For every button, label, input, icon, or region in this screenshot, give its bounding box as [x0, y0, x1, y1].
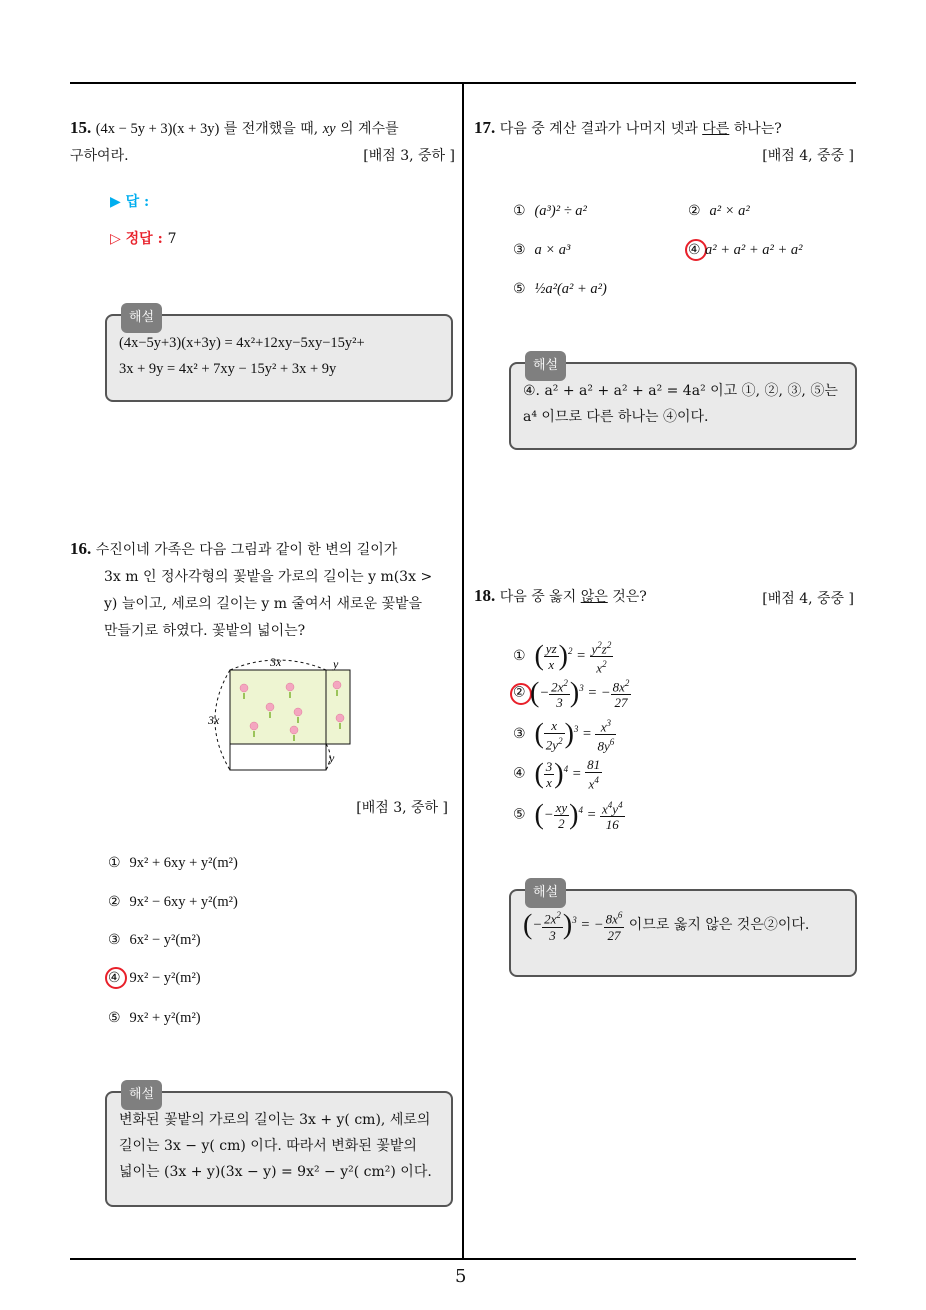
choice-formula: ( $\frac{3}{x}$ )$^4$ = $\frac{81}{x^4}$ [534, 757, 601, 792]
choice-mark: ③ [513, 726, 526, 743]
q17-stem [474, 114, 782, 143]
q16-block [70, 535, 455, 645]
q18-stem-b: 것은? [607, 589, 647, 605]
choice-mark: ④ [108, 970, 121, 986]
q16-line1-text: 수진이네 가족은 다음 그림과 같이 한 변의 길이가 [95, 542, 398, 558]
q16-line4: 만들기로 하였다. 꽃밭의 넓이는? [104, 623, 306, 639]
q15-stem-b: 의 계수를 [335, 121, 399, 137]
page-number: 5 [455, 1266, 467, 1287]
q16-choice-2[interactable] [108, 894, 238, 911]
q18-solution-label: 해설 [525, 878, 566, 908]
q17-solution-line2: a⁴ 이므로 다른 하나는 ④이다. [523, 409, 709, 425]
choice-text: ½a²(a² + a²) [534, 281, 607, 297]
q16-line2: 3x m 인 정사각형의 꽃밭을 가로의 길이는 y m(3x > [104, 569, 433, 585]
q18-choice-5[interactable] [513, 798, 625, 832]
q18-choice-3[interactable] [513, 716, 616, 754]
choice-text: a × a³ [534, 242, 571, 258]
q15-stem [70, 114, 455, 143]
choice-mark: ① [513, 203, 526, 219]
choice-text: 9x² − y²(m²) [129, 970, 201, 986]
q17-score-tag: [배점 4, 중중 ] [762, 148, 854, 164]
q17-solution-label: 해설 [525, 351, 566, 381]
q17-solution-box [509, 358, 857, 450]
q18-solution-text: 이므로 옳지 않은 것은②이다. [624, 916, 810, 933]
q17-choice-4[interactable] [688, 242, 803, 259]
choice-mark: ① [108, 855, 121, 871]
q16-solution-line2: 길이는 3x − y( cm) 이다. 따라서 변화된 꽃밭의 [119, 1138, 417, 1154]
choice-text: 9x² − 6xy + y²(m²) [129, 894, 238, 910]
q16-score-tag: [배점 3, 중하 ] [356, 800, 448, 816]
q16-number: 16. [70, 539, 92, 558]
q15-stem-a: 를 전개했을 때, [219, 121, 323, 137]
choice-text: a² × a² [709, 203, 750, 219]
q17-choice-3[interactable] [513, 242, 570, 259]
q15-stem-line2 [70, 143, 455, 170]
q16-choice-1[interactable] [108, 855, 238, 872]
choice-text: 9x² + y²(m²) [129, 1010, 201, 1026]
q18-solution-formula: (− $\frac{2x^2}{3}$ )$^3$ = − $\frac{8x^6}{27}$ [523, 909, 623, 943]
bottom-rule [70, 1258, 856, 1260]
q15-block [70, 114, 455, 170]
choice-mark: ⑤ [513, 281, 526, 297]
q18-number: 18. [474, 586, 496, 605]
choice-mark: ② [688, 203, 701, 219]
q16-choice-5[interactable] [108, 1010, 201, 1027]
choice-formula: ( $\frac{x}{2y^2}$ )$^3$ = $\frac{x^3}{8y^6}$ [534, 717, 615, 754]
q16-solution-label: 해설 [121, 1080, 162, 1110]
q16-line3: y) 늘이고, 세로의 길이는 y m 줄여서 새로운 꽃밭을 [104, 596, 423, 612]
q15-correct-value: 7 [167, 231, 177, 247]
q15-line2-text: 구하여라. [70, 148, 129, 164]
q18-solution-box [509, 885, 857, 977]
q16-solution-box [105, 1087, 453, 1207]
q15-xy: xy [322, 121, 336, 137]
choice-mark: ④ [688, 242, 701, 258]
q15-correct-line [110, 228, 177, 248]
q16-garden-figure [200, 652, 360, 782]
q15-solution-line2: 3x + 9y = 4x² + 7xy − 15y² + 3x + 9y [119, 361, 337, 377]
q16-choice-4[interactable] [108, 970, 201, 987]
choice-formula: ( $\frac{yz}{x}$ )$^2$ = $\frac{y^2z^2}{x^2}$ [534, 640, 612, 676]
choice-text: a² + a² + a² + a² [705, 242, 803, 258]
choice-mark: ③ [108, 932, 121, 948]
q18-choice-1[interactable] [513, 638, 613, 676]
q17-solution-line1: ④. a² + a² + a² + a² = 4a² 이고 ①, ②, ③, ⑤는 [523, 383, 838, 399]
choice-mark: ② [108, 894, 121, 910]
q17-choice-2[interactable] [688, 203, 750, 220]
q17-choice-1[interactable] [513, 203, 587, 220]
choice-mark: ⑤ [108, 1010, 121, 1026]
choice-formula: (− $\frac{xy}{2}$ )$^4$ = $\frac{x^4y^4}{16}$ [534, 799, 623, 833]
q15-solution-box [105, 310, 453, 402]
q15-solution-line1: (4x−5y+3)(x+3y) = 4x²+12xy−5xy−15y²+ [119, 335, 365, 351]
q15-score-tag: [배점 3, 중하 ] [363, 148, 455, 164]
q17-stem-b: 하나는? [729, 121, 782, 137]
center-divider [462, 82, 464, 1260]
q18-score-tag: [배점 4, 중중 ] [762, 591, 854, 607]
q18-solution-line [523, 907, 843, 943]
choice-mark: ⑤ [513, 806, 526, 823]
choice-text: 6x² − y²(m²) [129, 932, 201, 948]
q18-stem-underlined: 않은 [580, 589, 608, 605]
q17-stem-a: 다음 중 계산 결과가 나머지 넷과 [499, 121, 703, 137]
q18-choice-2[interactable] [513, 676, 631, 710]
choice-formula: (− $\frac{2x^2}{3}$ )$^3$ = − $\frac{8x^2}{27}$ [530, 677, 630, 711]
q15-expression: (4x − 5y + 3)(x + 3y) [95, 121, 220, 137]
q17-number: 17. [474, 118, 496, 137]
q18-stem-a: 다음 중 옳지 [499, 589, 581, 605]
choice-mark: ① [513, 648, 526, 665]
figure-label-top: 3x [270, 655, 282, 669]
q15-answer-label: ▶ 답 : [110, 194, 150, 210]
choice-mark: ④ [513, 765, 526, 782]
garden-new-area [230, 670, 350, 744]
q16-solution-line1: 변화된 꽃밭의 가로의 길이는 3x + y( cm), 세로의 [119, 1112, 431, 1128]
figure-label-y-top: y [333, 657, 339, 671]
q17-choice-5[interactable] [513, 281, 607, 298]
q16-solution-line3: 넓이는 (3x + y)(3x − y) = 9x² − y²( cm²) 이다. [119, 1164, 432, 1180]
q15-number: 15. [70, 118, 92, 137]
q15-solution-label: 해설 [121, 303, 162, 333]
figure-label-left: 3x [208, 713, 220, 727]
choice-text: 9x² + 6xy + y²(m²) [129, 855, 238, 871]
choice-mark: ② [513, 684, 526, 701]
q15-correct-label: ▷ 정답 : [110, 231, 163, 247]
choice-mark: ③ [513, 242, 526, 258]
q17-stem-underlined: 다른 [702, 121, 730, 137]
choice-text: (a³)² ÷ a² [534, 203, 587, 219]
figure-label-y-bottom: y [329, 751, 335, 765]
q16-choice-3[interactable] [108, 932, 201, 949]
q16-line1 [70, 535, 455, 564]
q18-stem [474, 582, 647, 611]
q18-choice-4[interactable] [513, 757, 602, 791]
